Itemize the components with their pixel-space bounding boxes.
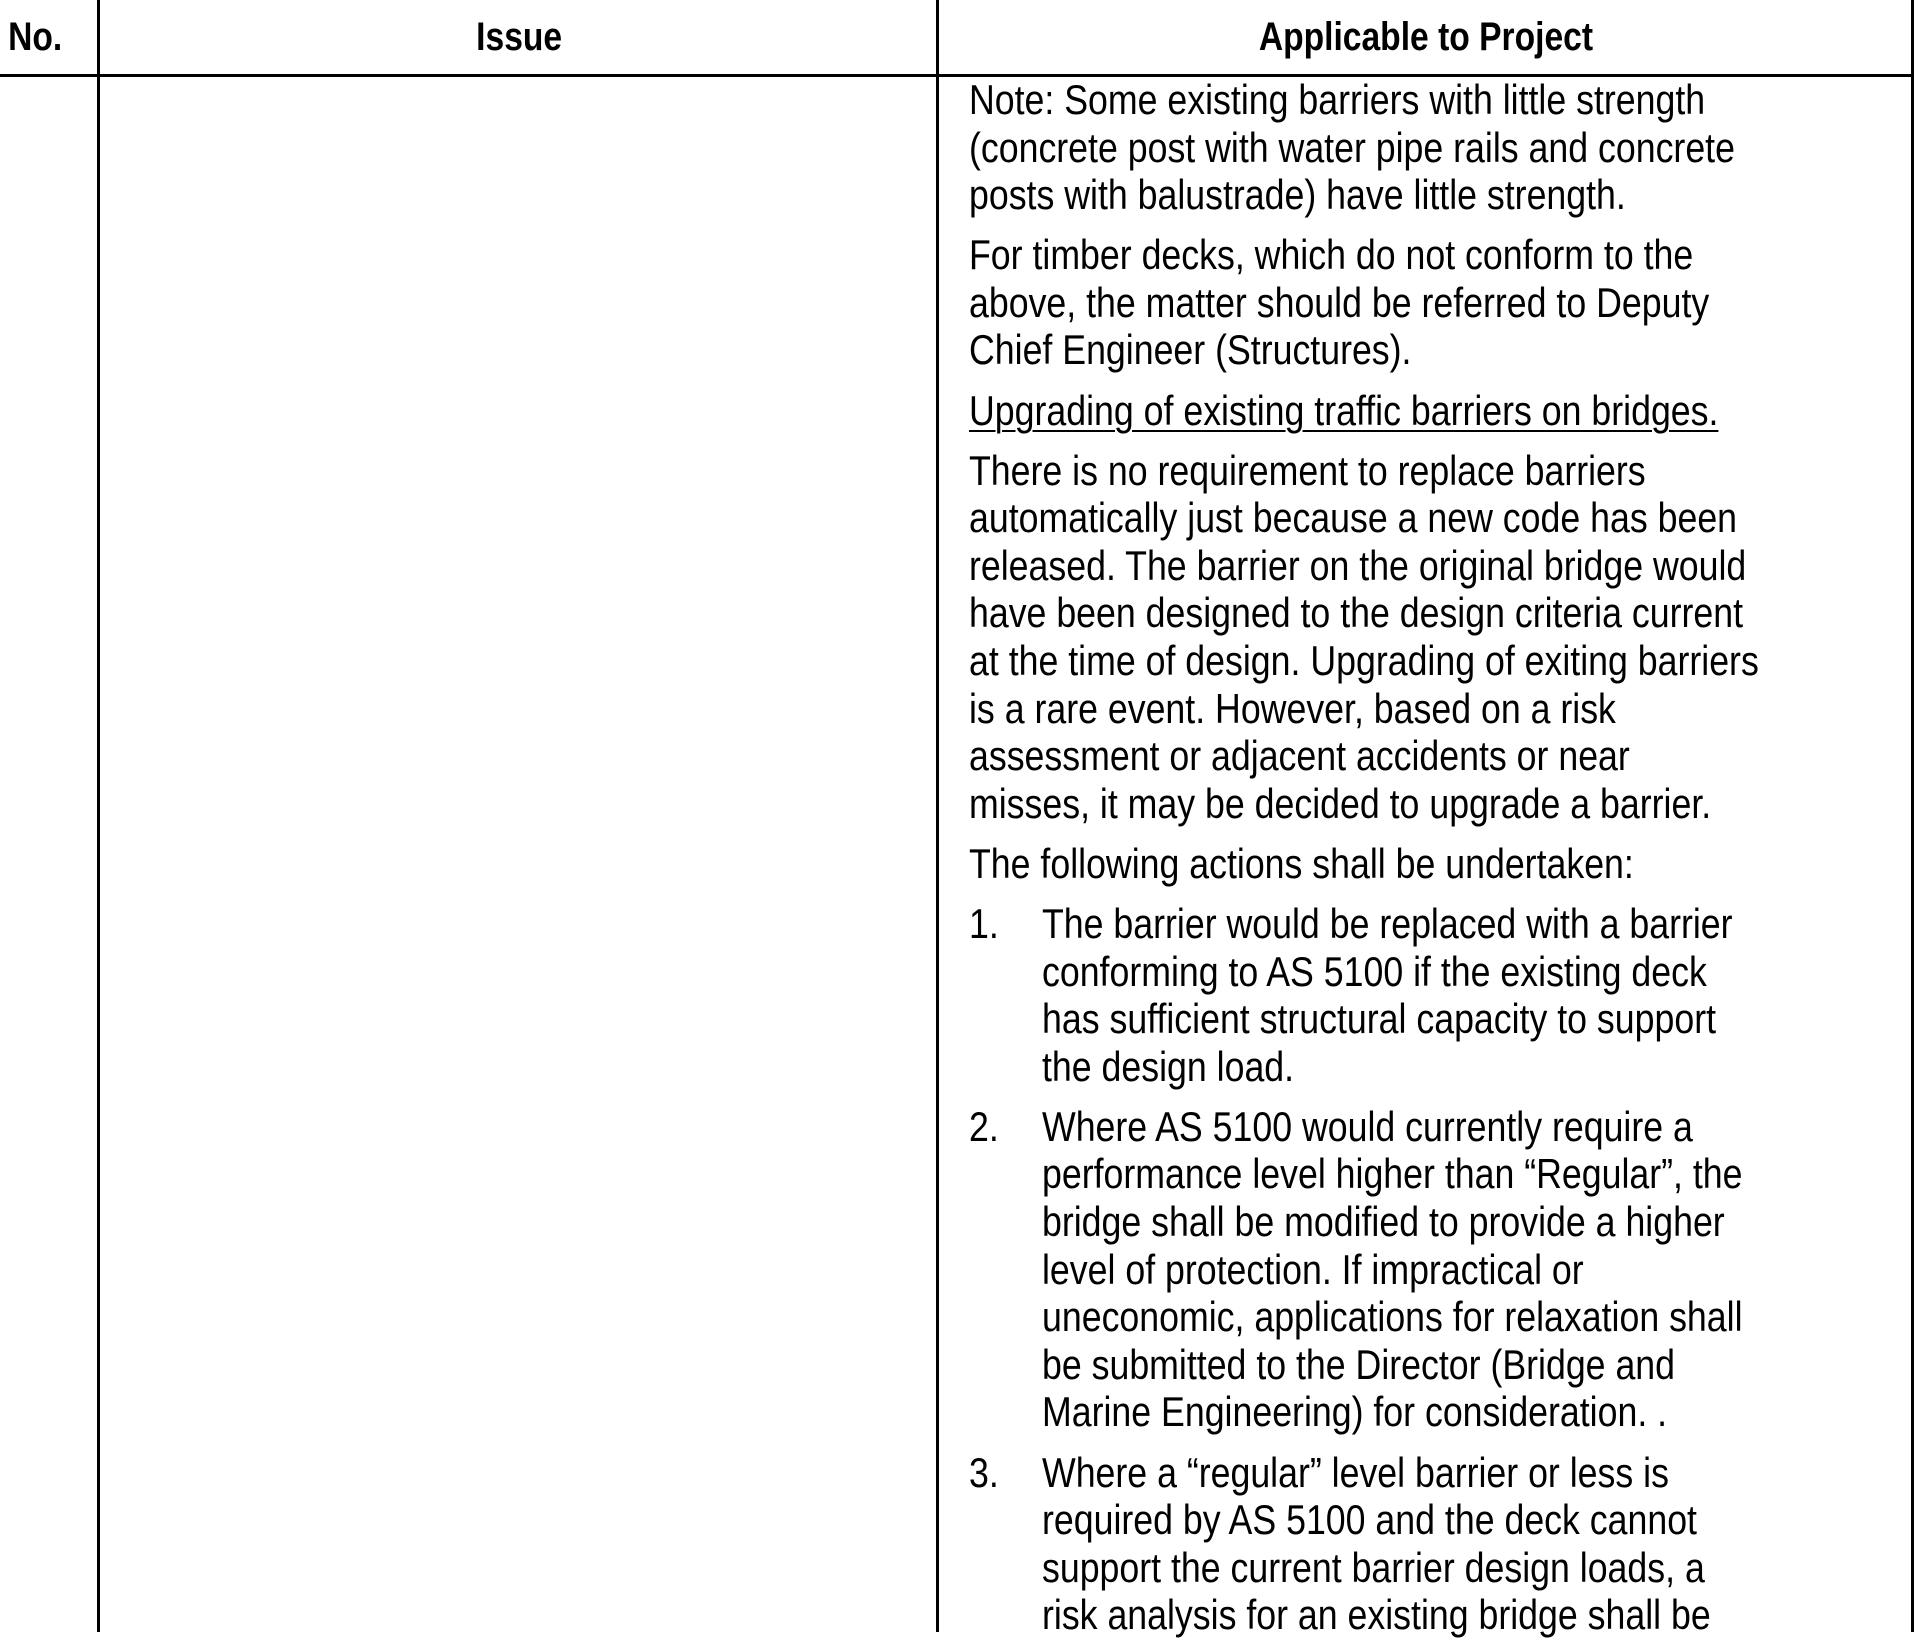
action-item-3 (969, 1449, 1899, 1639)
header-no-label: No. (8, 15, 63, 59)
text-line: performance level higher than “Regular”, the (1042, 1150, 1743, 1198)
text-line: risk analysis for an existing bridge shall be (1042, 1591, 1711, 1639)
text-line: Where AS 5100 would currently require a (1042, 1102, 1693, 1150)
text-line: The following actions shall be undertaken: (969, 839, 1634, 887)
list-number: 2. (969, 1102, 999, 1150)
column-divider-issue-applicable (936, 0, 939, 1632)
text-line: Note: Some existing barriers with little strength (969, 76, 1706, 123)
header-cell-applicable (940, 0, 1911, 75)
text-line: bridge shall be modified to provide a higher (1042, 1198, 1725, 1246)
header-issue-label: Issue (476, 15, 562, 59)
table-right-border (1911, 0, 1914, 1632)
text-line: For timber decks, which do not conform to the (969, 231, 1694, 279)
text-line: has sufficient structural capacity to support (1042, 995, 1717, 1043)
row-cell-applicable (969, 76, 1899, 1651)
text-line: at the time of design. Upgrading of exiting barriers (969, 637, 1759, 685)
action-item-1 (969, 900, 1899, 1090)
text-line: above, the matter should be referred to Deputy (969, 278, 1710, 326)
header-applicable-label: Applicable to Project (1258, 15, 1593, 59)
text-line: automatically just because a new code has been (969, 494, 1738, 542)
text-line: is a rare event. However, based on a risk (969, 684, 1616, 732)
list-number: 3. (969, 1448, 999, 1496)
timber-decks-paragraph (969, 231, 1899, 374)
text-line: be submitted to the Director (Bridge and (1042, 1340, 1676, 1388)
section-heading-text: Upgrading of existing traffic barriers on bridges. (969, 386, 1719, 434)
note-paragraph (969, 76, 1899, 219)
actions-intro (969, 840, 1899, 888)
upgrading-section-heading (969, 387, 1899, 435)
text-line: uneconomic, applications for relaxation shall (1042, 1293, 1743, 1341)
text-line: posts with balustrade) have little strength. (969, 171, 1626, 219)
column-divider-no-issue (97, 0, 100, 1632)
header-cell-issue (101, 0, 937, 75)
action-item-2 (969, 1103, 1899, 1436)
text-line: Chief Engineer (Structures). (969, 326, 1412, 374)
text-line: misses, it may be decided to upgrade a barrier. (969, 779, 1712, 827)
text-line: conforming to AS 5100 if the existing deck (1042, 947, 1707, 995)
text-line: Where a “regular” level barrier or less is (1042, 1448, 1669, 1496)
text-line: level of protection. If impractical or (1042, 1245, 1584, 1293)
list-number: 1. (969, 900, 999, 947)
upgrading-body-paragraph (969, 447, 1899, 828)
header-cell-no (0, 0, 98, 75)
text-line: There is no requirement to replace barriers (969, 446, 1646, 494)
text-line: the design load. (1042, 1042, 1295, 1090)
text-line: The barrier would be replaced with a barrier (1042, 900, 1733, 947)
text-line: Marine Engineering) for consideration. . (1042, 1388, 1668, 1436)
text-line: assessment or adjacent accidents or near (969, 732, 1630, 780)
text-line: have been designed to the design criteria current (969, 589, 1744, 637)
text-line: required by AS 5100 and the deck cannot (1042, 1496, 1697, 1544)
text-line: released. The barrier on the original bridge would (969, 541, 1747, 589)
text-line: support the current barrier design loads, a (1042, 1543, 1705, 1591)
text-line: (concrete post with water pipe rails and concrete (969, 123, 1735, 171)
